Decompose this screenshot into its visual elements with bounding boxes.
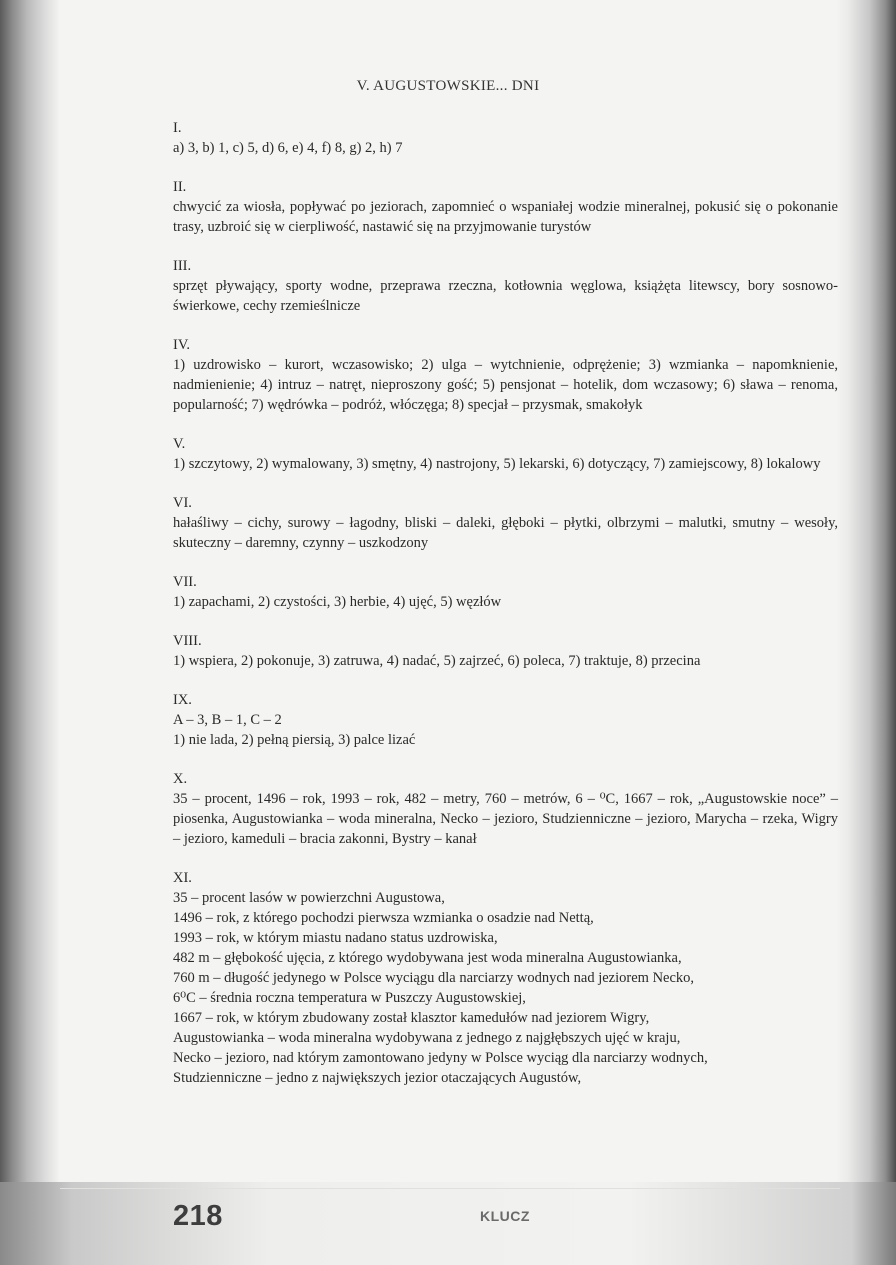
section-line: 1) nie lada, 2) pełną piersią, 3) palce lizać xyxy=(173,732,416,748)
section-text: sprzęt pływający, sporty wodne, przeprawa rzeczna, kotłownia węglowa, książęta litewscy, bory sosnowo-świerkowe, cechy rzemieślnicze xyxy=(173,278,838,314)
section-text: 1) szczytowy, 2) wymalowany, 3) smętny, 4) nastrojony, 5) lekarski, 6) dotyczący, 7) zamiejscowy, 8) lokalowy xyxy=(173,456,821,472)
footer-label: KLUCZ xyxy=(480,1208,530,1224)
section-i xyxy=(173,118,838,158)
section-line: 1667 – rok, w którym zbudowany został klasztor kamedułów nad jeziorem Wigry, xyxy=(173,1010,650,1026)
section-vii xyxy=(173,572,838,612)
section-line: 482 m – głębokość ujęcia, z którego wydobywana jest woda mineralna Augustowianka, xyxy=(173,950,682,966)
section-v xyxy=(173,434,838,474)
section-text: a) 3, b) 1, c) 5, d) 6, e) 4, f) 8, g) 2, h) 7 xyxy=(173,140,403,156)
section-text: 1) zapachami, 2) czystości, 3) herbie, 4) ujęć, 5) węzłów xyxy=(173,594,502,610)
section-numeral: XI. xyxy=(173,870,192,886)
section-numeral: III. xyxy=(173,258,192,274)
section-ix xyxy=(173,690,838,750)
section-numeral: VIII. xyxy=(173,633,202,649)
section-xi xyxy=(173,868,838,1088)
scan-shadow-right xyxy=(836,0,896,1265)
footer-rule xyxy=(60,1188,840,1189)
scan-shadow-left xyxy=(0,0,60,1265)
section-text: hałaśliwy – cichy, surowy – łagodny, bliski – daleki, głęboki – płytki, olbrzymi – malutki, smutny – wesoły, skuteczny – daremny, czynny – uszkodzony xyxy=(173,515,838,551)
section-line: 1496 – rok, z którego pochodzi pierwsza wzmianka o osadzie nad Nettą, xyxy=(173,910,594,926)
section-line: 1993 – rok, w którym miastu nadano status uzdrowiska, xyxy=(173,930,498,946)
section-line: 760 m – długość jedynego w Polsce wyciągu dla narciarzy wodnych nad jeziorem Necko, xyxy=(173,970,695,986)
page-number: 218 xyxy=(173,1200,223,1232)
section-numeral: IX. xyxy=(173,692,192,708)
section-line: Augustowianka – woda mineralna wydobywana z jednego z najgłębszych ujęć w kraju, xyxy=(173,1030,681,1046)
section-numeral: VI. xyxy=(173,495,192,511)
section-text: chwycić za wiosła, popływać po jeziorach, zapomnieć o wspaniałej wodzie mineralnej, pokusić się o pokonanie trasy, uzbroić się w cierpliwość, nastawić się na przyjmowanie turystów xyxy=(173,199,838,235)
section-x xyxy=(173,769,838,849)
section-vi xyxy=(173,493,838,553)
footer-band xyxy=(0,1182,896,1265)
section-numeral: I. xyxy=(173,120,182,136)
section-numeral: IV. xyxy=(173,337,191,353)
section-numeral: VII. xyxy=(173,574,197,590)
section-numeral: II. xyxy=(173,179,187,195)
section-text: 1) uzdrowisko – kurort, wczasowisko; 2) ulga – wytchnienie, odprężenie; 3) wzmianka – napomknienie, nadmienienie; 4) intruz – natręt, nieproszony gość; 5) pensjonat – hotelik, dom wczasowy; 6) sława – renoma, popularność; 7) wędrówka – podróż, włóczęga; 8) specjał – przysmak, smakołyk xyxy=(173,357,838,413)
section-text: 1) wspiera, 2) pokonuje, 3) zatruwa, 4) nadać, 5) zajrzeć, 6) poleca, 7) traktuje, 8) przecina xyxy=(173,653,701,669)
section-line: Studzienniczne – jedno z największych jezior otaczających Augustów, xyxy=(173,1070,582,1086)
section-numeral: V. xyxy=(173,436,186,452)
section-numeral: X. xyxy=(173,771,188,787)
section-line: Necko – jezioro, nad którym zamontowano jedyny w Polsce wyciąg dla narciarzy wodnych, xyxy=(173,1050,708,1066)
page-title: V. AUGUSTOWSKIE... DNI xyxy=(356,78,540,94)
section-text: 35 – procent, 1496 – rok, 1993 – rok, 482 – metry, 760 – metrów, 6 – ⁰C, 1667 – rok, „Augustowskie noce” – piosenka, Augustowianka – woda mineralna, Necko – jezioro, Studzienniczne – jezioro, Marycha – rzeka, Wigry – jezioro, kameduli – bracia zakonni, Bystry – kanał xyxy=(173,791,838,847)
section-ii xyxy=(173,177,838,237)
section-line: 35 – procent lasów w powierzchni Augustowa, xyxy=(173,890,445,906)
section-iii xyxy=(173,256,838,316)
section-line: 6⁰C – średnia roczna temperatura w Puszczy Augustowskiej, xyxy=(173,990,526,1006)
answer-key xyxy=(173,118,838,1107)
section-iv xyxy=(173,335,838,415)
section-line: A – 3, B – 1, C – 2 xyxy=(173,712,282,728)
section-viii xyxy=(173,631,838,671)
